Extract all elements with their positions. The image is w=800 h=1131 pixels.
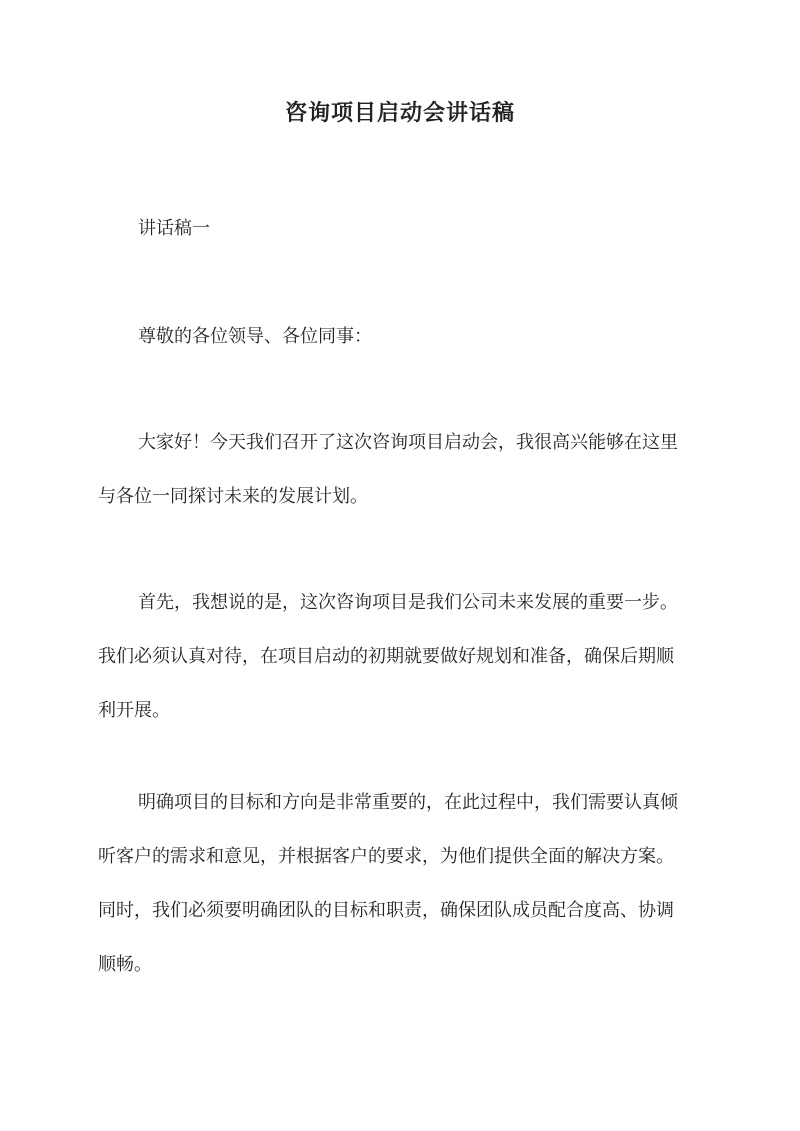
paragraph-line: 顺畅。 <box>98 954 152 975</box>
paragraph-line: 明确项目的目标和方向是非常重要的，在此过程中，我们需要认真倾 <box>138 792 678 813</box>
paragraph-line: 我们必须认真对待，在项目启动的初期就要做好规划和准备，确保后期顺 <box>98 646 674 667</box>
paragraph-line: 同时，我们必须要明确团队的目标和职责，确保团队成员配合度高、协调 <box>98 900 674 921</box>
paragraph-line: 尊敬的各位领导、各位同事： <box>138 326 372 347</box>
paragraph-line: 利开展。 <box>98 700 170 721</box>
paragraph-line: 讲话稿一 <box>138 218 210 239</box>
document-title: 咨询项目启动会讲话稿 <box>284 100 515 126</box>
paragraph-greeting <box>98 416 702 524</box>
paragraph-heading <box>98 202 702 256</box>
paragraph-line: 听客户的需求和意见，并根据客户的要求，为他们提供全面的解决方案。 <box>98 846 674 867</box>
paragraph-salutation <box>98 310 702 364</box>
paragraph-line: 与各位一同探讨未来的发展计划。 <box>98 486 368 507</box>
paragraph-goals <box>98 776 702 992</box>
paragraph-line: 首先，我想说的是，这次咨询项目是我们公司未来发展的重要一步。 <box>138 592 678 613</box>
paragraph-line: 大家好！今天我们召开了这次咨询项目启动会，我很高兴能够在这里 <box>138 432 678 453</box>
paragraph-first-point <box>98 576 702 738</box>
